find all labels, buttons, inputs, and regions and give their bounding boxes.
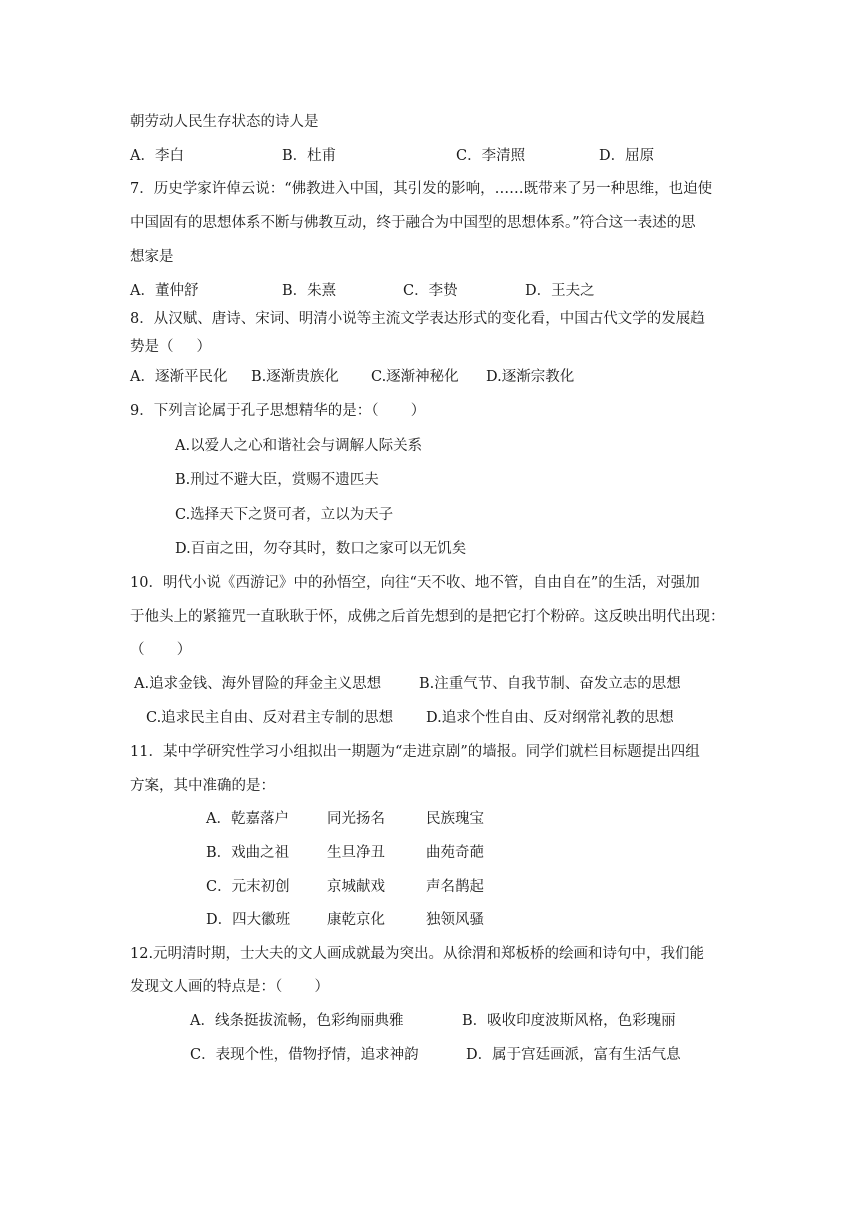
q7-option-c: C．李贽 <box>403 283 458 299</box>
q11-stem-line-1: 11．某中学研究性学习小组拟出一期题为“走进京剧”的墙报。同学们就栏目标题提出四组 <box>130 744 700 760</box>
q11-option-a-col3: 民族瑰宝 <box>426 811 484 827</box>
q7-option-a: A．董仲舒 <box>130 283 199 299</box>
q7-stem-line-2: 中国固有的思想体系不断与佛教互动，终于融合为中国型的思想体系。”符合这一表述的思 <box>130 215 696 231</box>
q9-option-d: D.百亩之田，勿夺其时，数口之家可以无饥矣 <box>175 541 467 557</box>
q10-option-c: C.追求民主自由、反对君主专制的思想 <box>146 710 394 726</box>
q7-stem-line-1: 7．历史学家许倬云说：“佛教进入中国，其引发的影响，……既带来了另一种思维，也迫使 <box>130 181 713 197</box>
q7-option-b: B．朱熹 <box>282 283 337 299</box>
q10-stem-line-3: （ ） <box>130 642 192 658</box>
q11-stem-line-2: 方案，其中准确的是： <box>130 778 275 794</box>
q12-option-d: D．属于宫廷画派，富有生活气息 <box>466 1047 681 1063</box>
q11-option-a-col1: A．乾嘉落户 <box>206 811 289 827</box>
q11-option-d-col1: D．四大徽班 <box>206 912 291 928</box>
q8-option-b: B.逐渐贵族化 <box>251 369 339 385</box>
q10-option-d: D.追求个性自由、反对纲常礼教的思想 <box>426 710 674 726</box>
q10-option-a: A.追求金钱、海外冒险的拜金主义思想 <box>134 676 382 692</box>
q12-option-b: B．吸收印度波斯风格，色彩瑰丽 <box>462 1013 676 1029</box>
q6-option-c: C．李清照 <box>456 148 526 164</box>
q11-option-c-col2: 京城献戏 <box>327 879 385 895</box>
q10-stem-line-1: 10．明代小说《西游记》中的孙悟空，向往“天不收、地不管，自由自在”的生活，对强加 <box>130 575 700 591</box>
q8-option-d: D.逐渐宗教化 <box>486 369 575 385</box>
q12-option-c: C．表现个性，借物抒情，追求神韵 <box>190 1047 419 1063</box>
q11-option-b-col1: B．戏曲之祖 <box>206 845 290 861</box>
q6-option-b: B．杜甫 <box>282 148 337 164</box>
q9-option-a: A.以爱人之心和谐社会与调解人际关系 <box>175 438 423 454</box>
q9-stem: 9．下列言论属于孔子思想精华的是：（ ） <box>130 403 426 419</box>
q6-option-d: D．屈原 <box>599 148 655 164</box>
q11-option-c-col1: C．元末初创 <box>206 879 290 895</box>
q11-option-b-col3: 曲苑奇葩 <box>426 845 484 861</box>
q11-option-d-col3: 独领风骚 <box>426 912 484 928</box>
q6-stem-tail: 朝劳动人民生存状态的诗人是 <box>130 114 319 130</box>
q10-stem-line-2: 于他头上的紧箍咒一直耿耿于怀，成佛之后首先想到的是把它打个粉碎。这反映出明代出现： <box>130 609 725 625</box>
q7-stem-line-3: 想家是 <box>130 249 174 265</box>
q11-option-b-col2: 生旦净丑 <box>327 845 385 861</box>
q11-option-a-col2: 同光扬名 <box>327 811 385 827</box>
q8-stem-line-1: 8．从汉赋、唐诗、宋词、明清小说等主流文学表达形式的变化看，中国古代文学的发展趋 <box>130 311 705 327</box>
q8-option-a: A．逐渐平民化 <box>130 369 228 385</box>
q12-stem-line-2: 发现文人画的特点是：（ ） <box>130 979 330 995</box>
q6-option-a: A．李白 <box>130 148 184 164</box>
q11-option-d-col2: 康乾京化 <box>327 912 385 928</box>
q7-option-d: D．王夫之 <box>525 283 595 299</box>
q12-stem-line-1: 12.元明清时期，士大夫的文人画成就最为突出。从徐渭和郑板桥的绘画和诗句中，我们能 <box>130 946 705 962</box>
q8-stem-line-2: 势是（ ） <box>130 339 212 355</box>
q11-option-c-col3: 声名鹊起 <box>426 879 484 895</box>
q10-option-b: B.注重气节、自我节制、奋发立志的思想 <box>419 676 681 692</box>
q12-option-a: A．线条挺拔流畅，色彩绚丽典雅 <box>190 1013 404 1029</box>
q8-option-c: C.逐渐神秘化 <box>371 369 459 385</box>
q9-option-b: B.刑过不避大臣，赏赐不遗匹夫 <box>175 472 379 488</box>
q9-option-c: C.选择天下之贤可者，立以为天子 <box>175 507 394 523</box>
